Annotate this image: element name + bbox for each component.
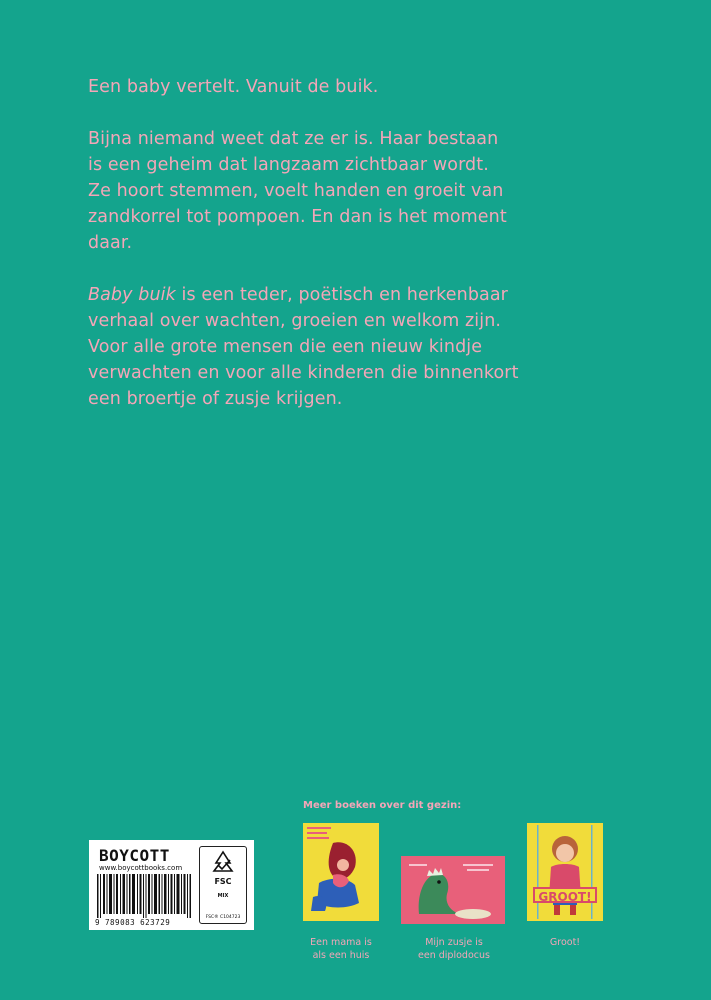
book-cover-mama — [303, 823, 379, 921]
back-cover-blurb — [88, 74, 588, 438]
blurb-paragraph-3 — [88, 282, 588, 412]
fsc-mix: MIX — [217, 893, 229, 899]
blurb-p3-line: verwachten en voor alle kinderen die binnenkort — [88, 363, 519, 383]
book-title-line: Een mama is — [310, 937, 372, 948]
book-title-mama — [296, 936, 386, 962]
tree-check-icon — [200, 849, 246, 877]
mother-hugging-child-illustration-icon — [303, 823, 379, 921]
blurb-p3-line: verhaal over wachten, groeien en welkom zijn. — [88, 311, 502, 331]
blurb-p2-line: Ze hoort stemmen, voelt handen en groeit van — [88, 181, 504, 201]
dinosaur-illustration-icon — [401, 856, 505, 924]
publisher-logo: BOYCOTT — [99, 846, 170, 865]
blurb-p2-line: Bijna niemand weet dat ze er is. Haar bestaan — [88, 129, 499, 149]
blurb-p3-line: een broertje of zusje krijgen. — [88, 389, 343, 409]
groot-cover-title: GROOT! — [533, 887, 597, 903]
blurb-p3-line: Voor alle grote mensen die een nieuw kindje — [88, 337, 483, 357]
publisher-url: www.boycottbooks.com — [99, 864, 183, 872]
more-books-label: Meer boeken over dit gezin: — [303, 800, 462, 811]
book-cover-diplodocus — [401, 856, 505, 924]
book-title-line: als een huis — [312, 950, 370, 961]
blurb-p3-line: is een teder, poëtisch en herkenbaar — [175, 285, 508, 305]
book-cover-groot — [527, 823, 603, 921]
blurb-p2-line: is een geheim dat langzaam zichtbaar wordt. — [88, 155, 489, 175]
book-title-line: Groot! — [549, 937, 581, 948]
book-title-groot — [520, 936, 610, 949]
blurb-paragraph-2 — [88, 126, 588, 256]
book-title-line: een diplodocus — [418, 950, 490, 961]
fsc-label — [199, 846, 247, 924]
blurb-p2-line: daar. — [88, 233, 133, 253]
girl-illustration-icon — [527, 823, 603, 921]
book-title-diplodocus — [409, 936, 499, 962]
book-title-inline: Baby buik — [88, 285, 176, 305]
blurb-p2-line: zandkorrel tot pompoen. En dan is het moment — [88, 207, 507, 227]
blurb-intro: Een baby vertelt. Vanuit de buik. — [88, 77, 379, 97]
book-title-line: Mijn zusje is — [425, 937, 483, 948]
fsc-logo-text: FSC — [214, 877, 232, 886]
isbn-number: 9 789083 623729 — [95, 918, 171, 927]
fsc-code: FSC® C104723 — [205, 915, 241, 920]
barcode-panel — [89, 840, 254, 930]
barcode-icon — [97, 874, 193, 918]
